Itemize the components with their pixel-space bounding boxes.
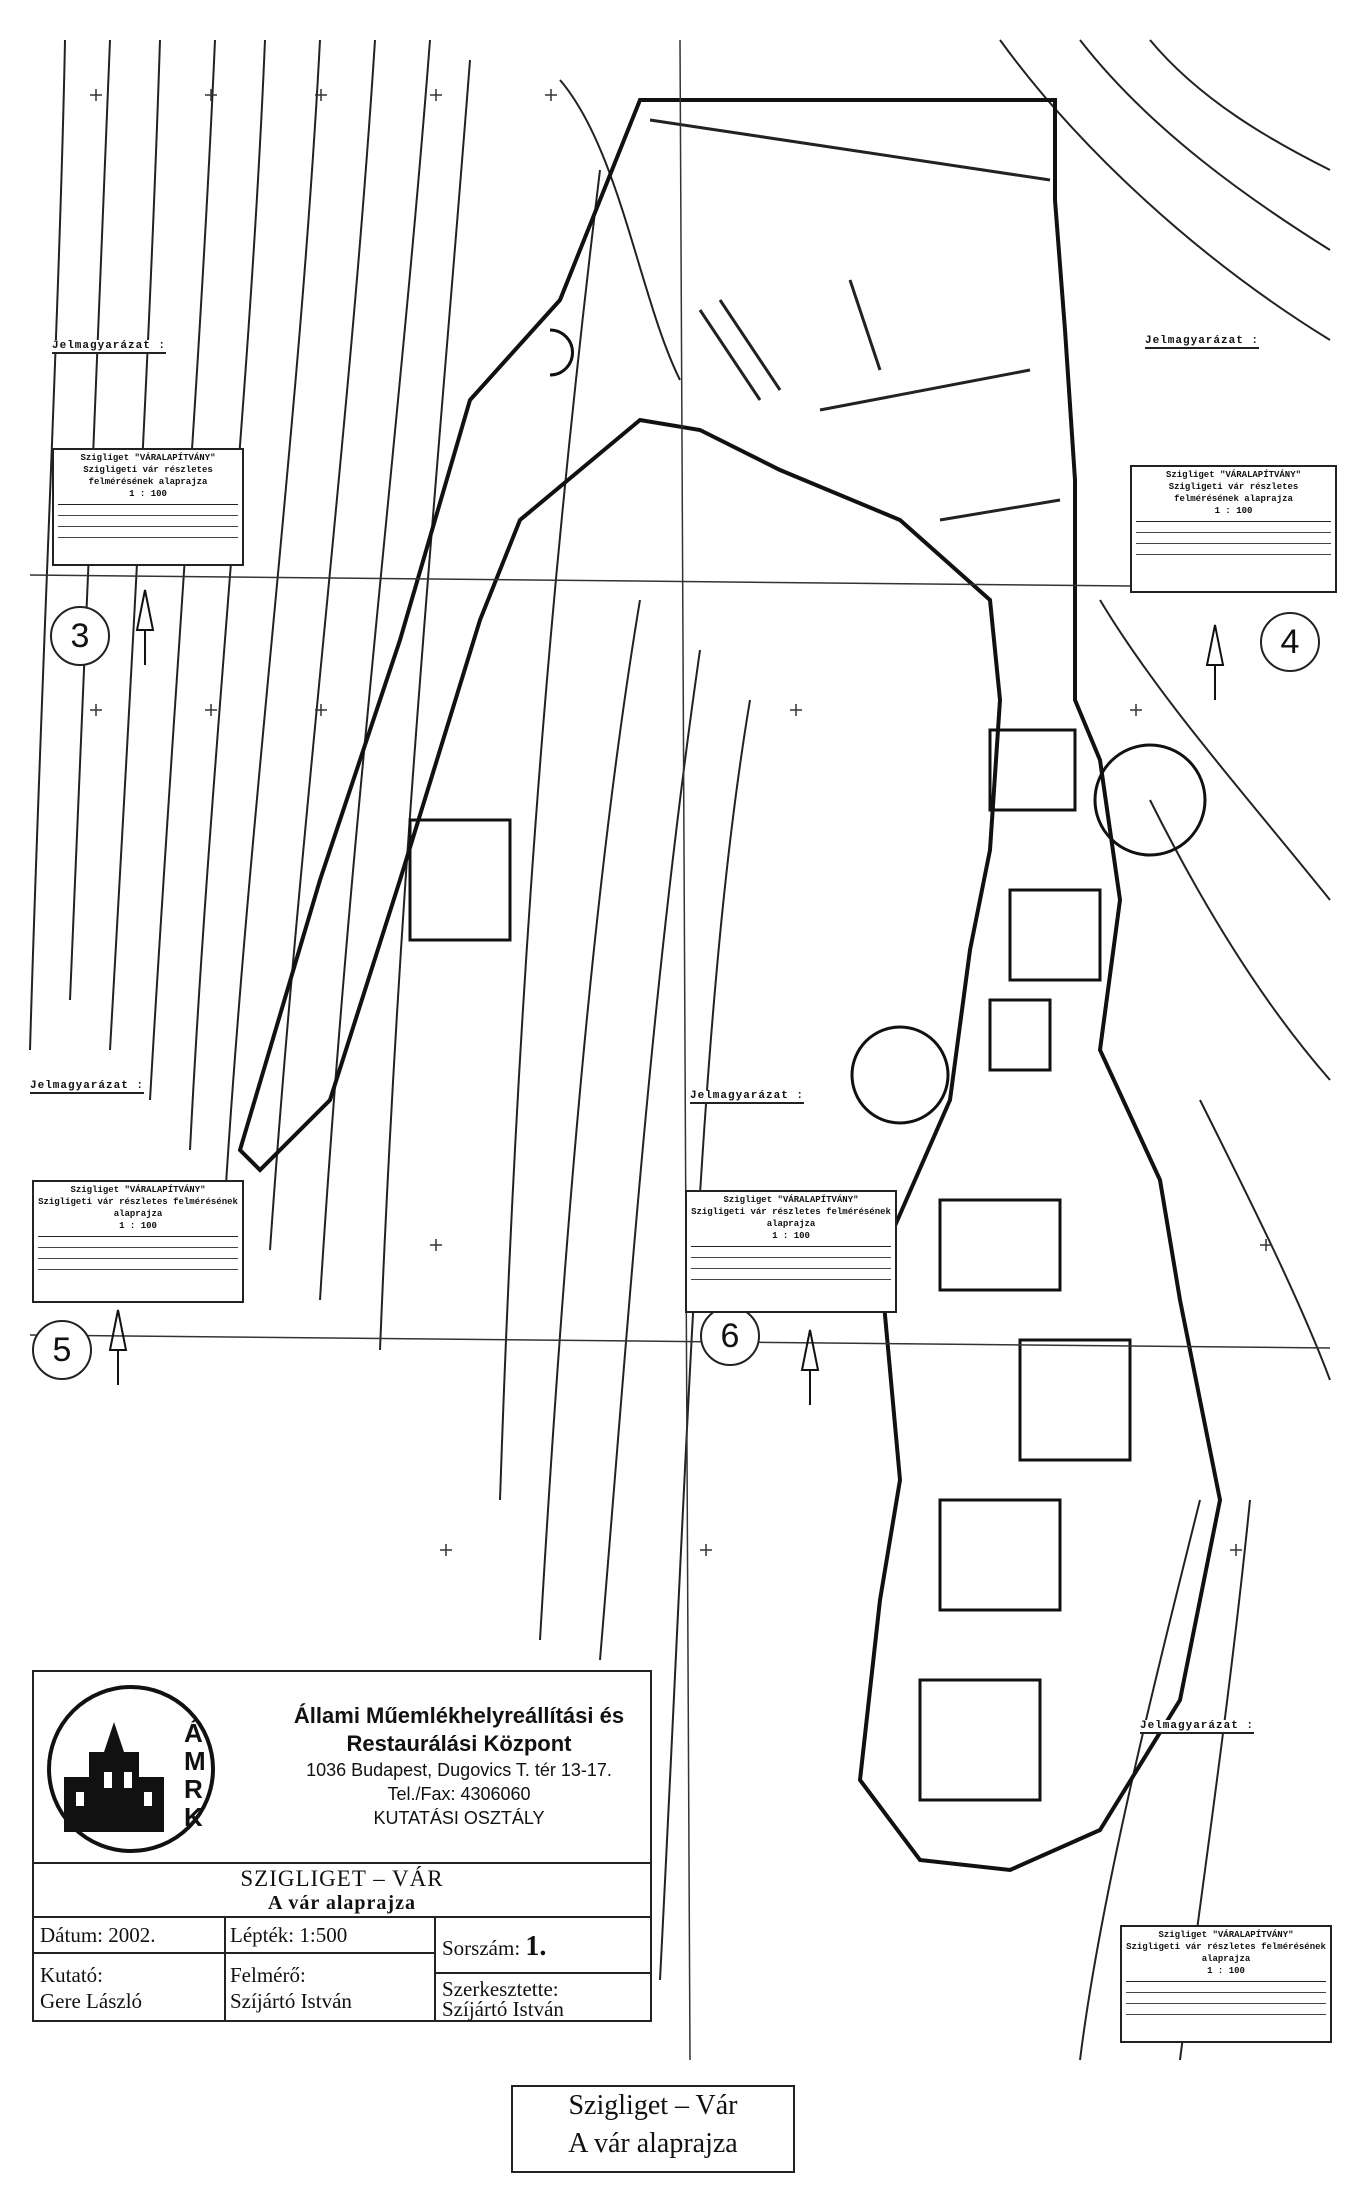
sheet-number-3: 3 <box>50 606 110 666</box>
sheet-title-line2: Szigligeti vár részletes felmérésének alaprajza <box>691 1207 891 1229</box>
legend-heading-sheet-3: Jelmagyarázat : <box>52 340 167 352</box>
org-department: KUTATÁSI OSZTÁLY <box>373 1808 545 1828</box>
title-block-project-row <box>34 1862 650 1918</box>
sheet-title-scale: 1 : 100 <box>129 489 167 499</box>
sheet-title-line1: Szigliget "VÁRALAPÍTVÁNY" <box>723 1195 859 1205</box>
north-arrows <box>110 590 1223 1405</box>
sheet-title-line2: Szigligeti vár részletes felmérésének alaprajza <box>38 1197 238 1219</box>
interior-walls <box>650 120 1060 520</box>
legend-heading-sheet-5: Jelmagyarázat : <box>30 1080 145 1092</box>
date-field: Dátum: 2002. <box>40 1923 156 1947</box>
sheet-title-line2: Szigligeti vár részletes felmérésének alaprajza <box>83 465 213 487</box>
surveyor-label: Felmérő: <box>230 1963 306 1987</box>
drawing-name: A vár alaprajza <box>268 1892 416 1914</box>
divider <box>434 1972 650 1974</box>
serial-label: Sorszám: <box>442 1936 521 1960</box>
org-address: 1036 Budapest, Dugovics T. tér 13-17. <box>306 1760 612 1780</box>
researcher-label: Kutató: <box>40 1963 103 1987</box>
title-block-header <box>34 1672 650 1864</box>
sheet-title-scale: 1 : 100 <box>1214 506 1253 516</box>
divider <box>434 1916 436 2020</box>
amrk-logo <box>44 1682 219 1857</box>
sheet-title-block-6 <box>685 1190 897 1313</box>
divider <box>34 1952 434 1954</box>
sheet-title-line1: Szigliget "VÁRALAPÍTVÁNY" <box>70 1185 206 1195</box>
sheet-title-block-7 <box>1120 1925 1332 2043</box>
sheet-title-line1: Szigliget "VÁRALAPÍTVÁNY" <box>1158 1930 1294 1940</box>
sheet-title-line1: Szigliget "VÁRALAPÍTVÁNY" <box>1165 470 1302 480</box>
main-title-block <box>32 1670 652 2022</box>
legend-heading-sheet-4: Jelmagyarázat : <box>1145 335 1260 347</box>
researcher-name: Gere László <box>40 1989 143 2013</box>
caption-line2: A vár alaprajza <box>568 2128 738 2159</box>
organization-block <box>274 1702 644 1830</box>
org-name-line1: Állami Műemlékhelyreállítási és <box>293 1703 625 1728</box>
divider <box>224 1916 226 2020</box>
castle-walls <box>240 100 1220 1870</box>
editor-name: Szíjártó István <box>442 1997 564 2021</box>
sheet-title-line2: Szigligeti vár részletes felmérésének alaprajza <box>1168 482 1299 504</box>
project-name: SZIGLIGET – VÁR <box>240 1866 444 1891</box>
legend-heading-sheet-7: Jelmagyarázat : <box>1140 1720 1255 1732</box>
org-phone: Tel./Fax: 4306060 <box>387 1784 531 1804</box>
sheet-number-6: 6 <box>700 1306 760 1366</box>
sheet-number-5: 5 <box>32 1320 92 1380</box>
castle-rooms <box>410 330 1205 1800</box>
legend-heading-sheet-6: Jelmagyarázat : <box>690 1090 805 1102</box>
serial-field <box>442 1931 547 1962</box>
editor-label: Szerkesztette: <box>442 1977 559 2001</box>
org-name-line2: Restaurálási Központ <box>346 1731 572 1756</box>
sheet-title-block-4 <box>1130 465 1337 593</box>
serial-value: 1. <box>525 1931 547 1962</box>
caption-line1: Szigliget – Vár <box>568 2090 738 2121</box>
sheet-title-line2: Szigligeti vár részletes felmérésének alaprajza <box>1126 1942 1326 1964</box>
sheet-title-block-3 <box>52 448 244 566</box>
surveyor-name: Szíjártó István <box>230 1989 352 2013</box>
figure-caption <box>511 2085 795 2173</box>
sheet-title-scale: 1 : 100 <box>1207 1966 1245 1976</box>
scale-field: Lépték: 1:500 <box>230 1923 348 1947</box>
logo-letters: Á M R K <box>184 1718 206 1832</box>
sheet-title-scale: 1 : 100 <box>772 1231 810 1241</box>
sheet-title-block-5 <box>32 1180 244 1303</box>
sheet-number-4: 4 <box>1260 612 1320 672</box>
sheet-title-scale: 1 : 100 <box>119 1221 157 1231</box>
sheet-title-line1: Szigliget "VÁRALAPÍTVÁNY" <box>80 453 216 463</box>
